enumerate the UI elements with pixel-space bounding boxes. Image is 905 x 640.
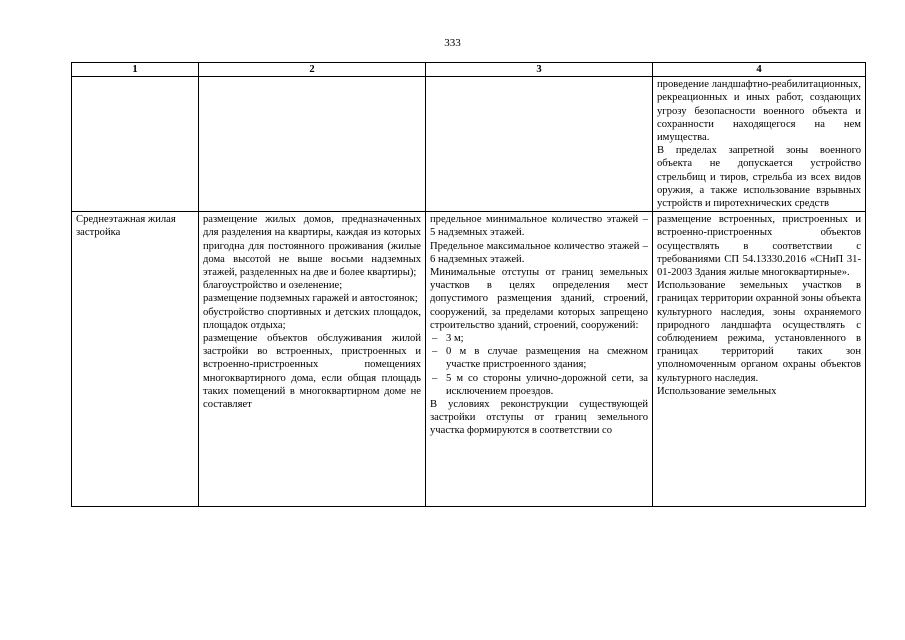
permitted-use-item: размещение подземных гаражей и автостоянок; — [203, 293, 418, 305]
row1-col4-paragraph: проведение ландшафтно-реабилитационных, рекреационных и иных работ, создающих угрозу безопасности военного объекта и сохранности находящегося на нем имущества. — [657, 79, 861, 144]
table-row — [72, 77, 866, 212]
row1-col1-cell — [72, 77, 199, 212]
restriction-paragraph: Использование земельных — [657, 385, 777, 397]
row2-col2-cell — [199, 212, 426, 507]
row1-col3-cell — [426, 77, 653, 212]
table-row — [72, 212, 866, 507]
list-item: – 5 м со стороны улично-дорожной сети, за исключением проездов. — [430, 372, 648, 398]
restriction-paragraph: размещение встроенных, пристроенных и встроенно-пристроенных объектов осуществлять в соответствии с требованиями СП 54.13330.2016 «СНиП 31-01-2003 Здания жилые многоквартирные». — [657, 214, 861, 279]
row1-col2-cell — [199, 77, 426, 212]
row1-col4-paragraph: В пределах запретной зоны военного объекта не допускается устройство стрельбищ и тиров, стрельба из всех видов оружия, а также использование взрывных устройств и пиротехнических средств — [657, 145, 861, 210]
column-header-3: 3 — [426, 63, 653, 77]
restriction-paragraph: Использование земельных участков в границах территории охранной зоны объекта культурного наследия, зоны охраняемого природного ландшафта осуществлять с соблюдением режима, установленного в границах территорий таких зон уполномоченным органом охраны объектов культурного наследия. — [657, 280, 861, 384]
page-number: 333 — [444, 37, 461, 49]
column-header-2: 2 — [199, 63, 426, 77]
regulations-table — [71, 62, 866, 507]
land-use-type: Среднеэтажная жилая застройка — [76, 214, 176, 239]
list-item: – 3 м; — [430, 332, 648, 345]
permitted-use-item: размещение жилых домов, предназначенных для разделения на квартиры, каждая из которых пригодна для постоянного проживания (жилые дома высотой не выше восьми надземных этажей, разделенных на две и более квартиры); — [203, 214, 421, 279]
row2-col4-cell — [653, 212, 866, 507]
setback-list — [430, 332, 648, 398]
row2-col1-cell — [72, 212, 199, 507]
row2-col3-cell — [426, 212, 653, 507]
permitted-use-item: благоустройство и озеленение; — [203, 280, 343, 292]
permitted-use-item: обустройство спортивных и детских площадок, площадок отдыха; — [203, 306, 421, 331]
parameter-paragraph: Минимальные отступы от границ земельных участков в целях определения мест допустимого размещения зданий, строений, сооружений, за пределами которых запрещено строительство зданий, строений, сооружений: — [430, 267, 648, 331]
column-header-4: 4 — [653, 63, 866, 77]
row1-col4-cell — [653, 77, 866, 212]
parameter-paragraph: В условиях реконструкции существующей застройки отступы от границ земельного участка формируются в соответствии со — [430, 399, 648, 437]
list-item: – 0 м в случае размещения на смежном участке пристроенного здания; — [430, 345, 648, 371]
parameter-paragraph: Предельное максимальное количество этажей – 6 надземных этажей. — [430, 240, 648, 265]
column-header-1: 1 — [72, 63, 199, 77]
table-header-row — [72, 63, 866, 77]
permitted-use-item: размещение объектов обслуживания жилой застройки во встроенных, пристроенных и встроенно-пристроенных помещениях многоквартирного дома, если общая площадь таких помещений в многоквартирном доме не составляет — [203, 333, 421, 411]
parameter-paragraph: предельное минимальное количество этажей – 5 надземных этажей. — [430, 214, 648, 239]
